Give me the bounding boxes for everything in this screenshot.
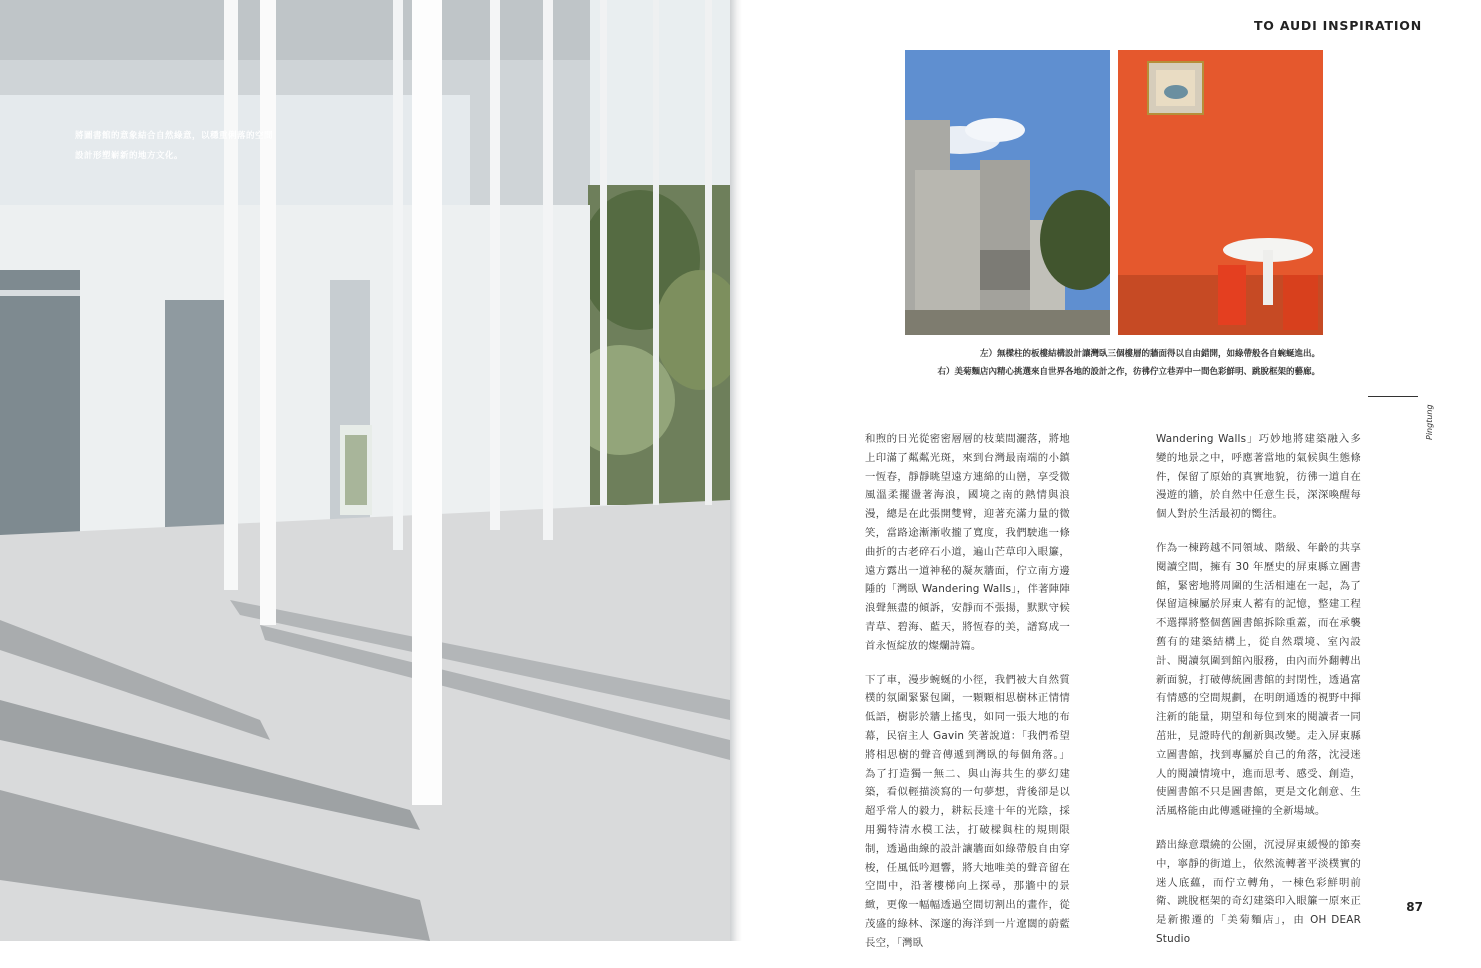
photo-caption-right: 右）美菊麵店內精心挑選來自世界各地的設計之作，彷彿佇立巷弄中一間色彩鮮明、跳脫框架的藝廊。 [937,367,1320,377]
article-column-1 [865,430,1070,968]
side-rule-divider [1368,396,1418,397]
article-paragraph: 作為一棟跨越不同領域、階級、年齡的共享閱讀空間，擁有 30 年歷史的屏東縣立圖書館，緊密地將周圍的生活相連在一起，為了保留這棟屬於屏東人蓄有的記憶，整建工程不選擇將整個舊圖書館拆除重蓋，而在承襲舊有的建築結構上，從自然環境、室內設計、閱讀氛圍到館內服務，由內而外翻轉出新面貌，打破傳統圖書館的封閉性，透過富有情感的空間規劃，在明朗通透的視野中揮注新的能量，期望和每位到來的閱讀者一同茁壯，見證時代的創新與改變。走入屏東縣立圖書館，找到專屬於自己的角落，沈浸迷人的閱讀情境中，進而思考、感受、創造，使圖書館不只是圖書館，更是文化創意、生活風格能由此傳遞碰撞的全新場域。 [1156,541,1361,818]
orange-cafe-illustration [1118,50,1323,335]
article-paragraph: 踏出綠意環繞的公園，沉浸屏東緩慢的節奏中，寧靜的街道上，依然流轉著平淡樸實的迷人底蘊，而佇立轉角，一棟色彩鮮明前衛、跳脫框架的奇幻建築印入眼簾一原來正是新搬遷的「美菊麵店」，由 OH DEAR Studio [1156,838,1361,945]
photo-caption-left: 左）無樑柱的板樓結構設計讓灣臥三個樓層的牆面得以自由錯開，如綠帶般各自蜿蜒進出。 [979,349,1320,359]
article-column-2 [1156,430,1361,964]
article-paragraph: 和煦的日光從密密層層的枝葉間灑落，將地上印滿了粼粼光斑，來到台灣最南端的小鎮一恆春，靜靜眺望遠方連綿的山巒，享受微風溫柔擺盪著海浪，國境之南的熱情與浪漫，總是在此張開雙臂，迎著充滿力量的微笑，當路途漸漸收攏了寬度，我們駛進一條曲折的古老碎石小道，遍山芒草印入眼簾，遠方露出一道神秘的凝灰牆面，佇立南方邊陲的「灣臥 Wandering Walls」，伴著陣陣浪聲無盡的傾訴，安靜而不張揚，默默守候青草、碧海、藍天，將恆春的美，譜寫成一首永恆綻放的燦爛詩篇。 [865,433,1070,652]
photo-caption: 將圖書館的意象結合自然綠意，以穩重俐落的空間設計形塑嶄新的地方文化。 [75,131,274,161]
concrete-building-photo [905,50,1110,335]
orange-cafe-interior-photo [1118,50,1323,335]
concrete-building-illustration [905,50,1110,335]
article-paragraph: 下了車，漫步蜿蜒的小徑，我們被大自然質樸的氛圍緊緊包圍，一顆顆相思樹林正情情低語，樹影於牆上搖曳，如同一張大地的布幕，民宿主人 Gavin 笑著說道：「我們希望將相思樹的聲音傳遞到灣臥的每個角落。」為了打造獨一無二、與山海共生的夢幻建築，看似輕描淡寫的一句夢想，背後卻是以超乎常人的毅力，耕耘長達十年的光陰，採用獨特清水模工法，打破樑與柱的規則限制，透過曲線的設計讓牆面如綠帶般自由穿梭，任風低吟迴響，將大地唯美的聲音留在空間中，沿著樓梯向上探尋，那牆中的景緻，更像一幅幅透過空間切割出的畫作，從茂盛的綠林、深邃的海洋到一片遼闊的蔚藍長空，「灣臥 [865,673,1070,949]
article-paragraph: Wandering Walls」巧妙地將建築融入多變的地景之中，呼應著當地的氣候與生態條件，保留了原始的真實地貌，彷彿一道自在漫遊的牆，於自然中任意生長，深深喚醒每個人對於生活最初的嚮往。 [1156,433,1361,521]
section-title: TO AUDI INSPIRATION [1253,18,1422,33]
page-number: 87 [1406,900,1423,914]
side-location-label: Pingtung [1425,404,1434,440]
photos-caption [870,345,1320,381]
library-facade-photo [0,0,730,941]
page-gutter [730,0,742,941]
